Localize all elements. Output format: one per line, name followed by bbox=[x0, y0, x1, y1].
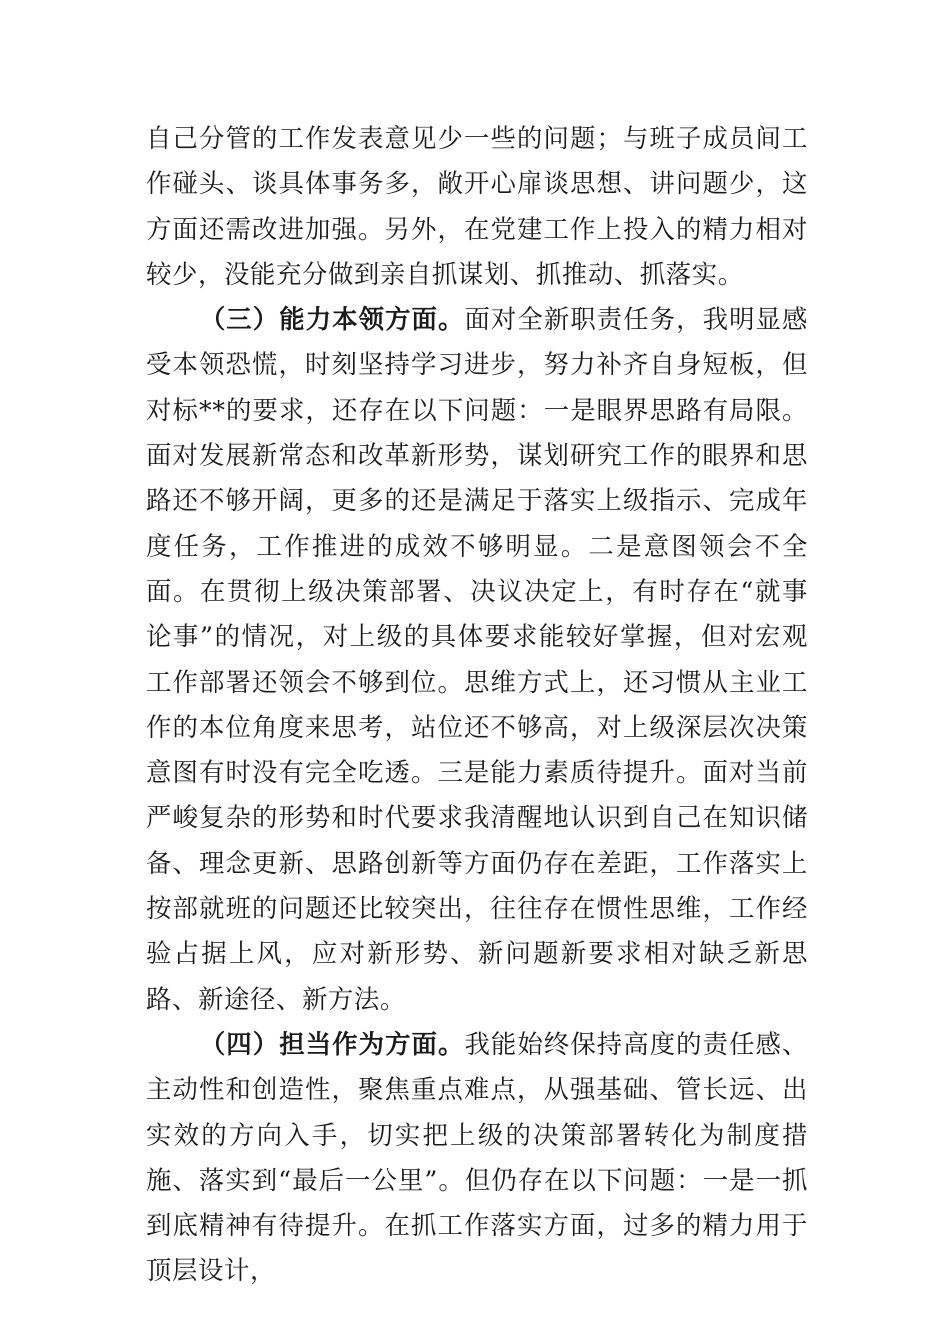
paragraph-text: 面对全新职责任务，我明显感受本领恐慌，时刻坚持学习进步，努力补齐自身短板，但对标**的要求，还存在以下问题：一是眼界思路有局限。面对发展新常态和改革新形势，谋划研究工作的眼界和思路还不够开阔，更多的还是满足于落实上级指示、完成年度任务，工作推进的成效不够明显。二是意图领会不全面。在贯彻上级决策部署、决议决定上，有时存在“就事论事”的情况，对上级的具体要求能较好掌握，但对宏观工作部署还领会不够到位。思维方式上，还习惯从主业工作的本位角度来思考，站位还不够高，对上级深层次决策意图有时没有完全吃透。三是能力素质待提升。面对当前严峻复杂的形势和时代要求我清醒地认识到自己在知识储备、理念更新、思路创新等方面仍存在差距，工作落实上按部就班的问题还比较突出，往往存在惯性思维，工作经验占据上风，应对新形势、新问题新要求相对缺乏新思路、新途径、新方法。 bbox=[146, 304, 808, 1014]
section-heading-ability: （三）能力本领方面。 bbox=[199, 304, 465, 335]
paragraph-responsibility bbox=[146, 1022, 808, 1294]
section-heading-responsibility: （四）担当作为方面。 bbox=[199, 1028, 465, 1059]
paragraph-ability bbox=[146, 297, 808, 1022]
paragraph-continuation bbox=[146, 116, 808, 297]
document-body bbox=[146, 116, 808, 1294]
paragraph-text: 自己分管的工作发表意见少一些的问题；与班子成员间工作碰头、谈具体事务多，敞开心扉谈思想、讲问题少，这方面还需改进加强。另外，在党建工作上投入的精力相对较少，没能充分做到亲自抓谋划、抓推动、抓落实。 bbox=[146, 123, 808, 289]
paragraph-text: 我能始终保持高度的责任感、主动性和创造性，聚焦重点难点，从强基础、管长远、出实效的方向入手，切实把上级的决策部署转化为制度措施、落实到“最后一公里”。但仍存在以下问题：一是一抓到底精神有待提升。在抓工作落实方面，过多的精力用于顶层设计， bbox=[146, 1028, 808, 1286]
